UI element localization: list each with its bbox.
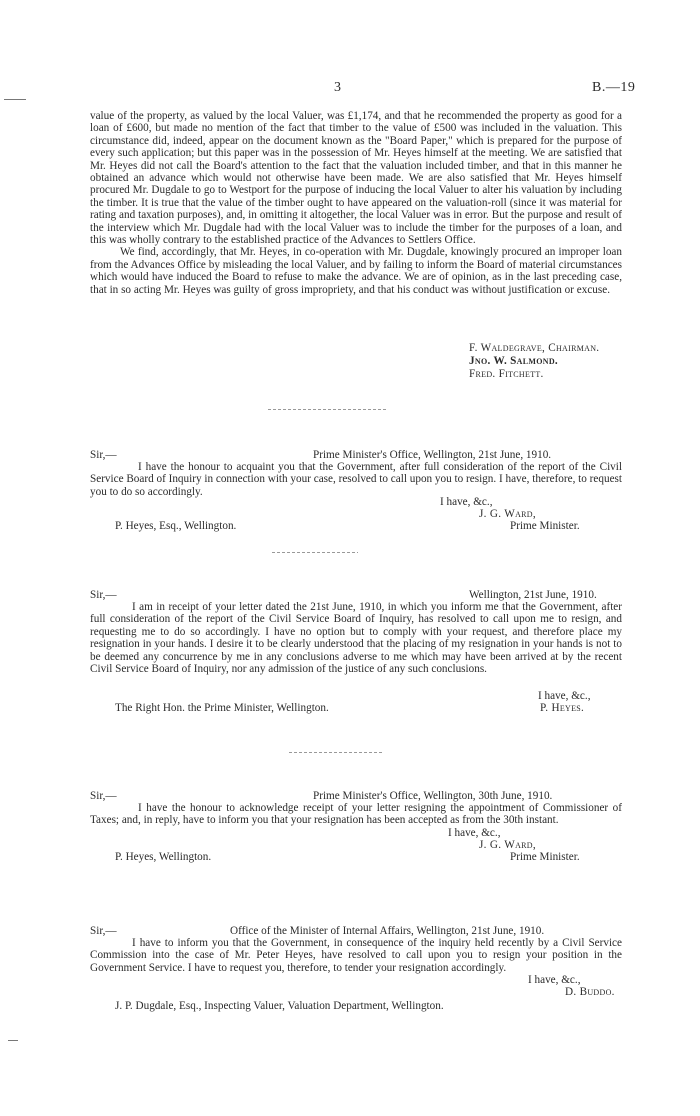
letter1-addressee: P. Heyes, Esq., Wellington. — [115, 520, 237, 532]
letter3-signer: J. G. Ward, — [479, 839, 536, 851]
letter3-addressee: P. Heyes, Wellington. — [115, 851, 212, 863]
report-text — [90, 110, 622, 296]
letter2-addressee: The Right Hon. the Prime Minister, Wellington. — [115, 702, 329, 714]
letter4-closing: I have, &c., — [528, 974, 581, 986]
separator — [272, 552, 358, 553]
letter2-body: I am in receipt of your letter dated the 21st June, 1910, in which you inform me that the Government, after full consideration of the report of the Civil Service Board of Inquiry, has resolved to call upon me to resign, and requesting me to do so accordingly. I have no option but to comply with your request, and therefore place my resignation in your hands. I desire it to be clearly understood that the placing of my resignation in your hands is not to be deemed any concurrence by me in any conclusions adverse to me which may have been arrived at by the recent Civil Service Board of Inquiry, nor any admission of the justice of any such conclusions. — [90, 601, 622, 676]
letter4-salutation: Sir,— — [90, 925, 117, 937]
letter4-signer: D. Buddo. — [565, 986, 615, 998]
page-number: 3 — [334, 80, 341, 95]
signature-chairman: F. Waldegrave, Chairman. — [469, 342, 600, 354]
document-reference: B.—19 — [592, 80, 636, 95]
letter1-salutation: Sir,— — [90, 449, 117, 461]
letter1-signer-title: Prime Minister. — [510, 520, 580, 532]
separator — [289, 752, 383, 753]
margin-mark — [8, 1040, 18, 1041]
letter4-body: I have to inform you that the Government, in consequence of the inquiry held recently by a Civil Service Commission into the case of Mr. Peter Heyes, have resolved to call upon you to resign your position in the Government Service. I have to request you, therefore, to tender your resignation accordingly. — [90, 937, 622, 974]
report-paragraph-2: We find, accordingly, that Mr. Heyes, in co-operation with Mr. Dugdale, knowingly procured an improper loan from the Advances Office by misleading the local Valuer, and by failing to inform the Board of material circumstances which would have induced the Board to refuse to make the advance. We are of opinion, as in the last preceding case, that in so acting Mr. Heyes was guilty of gross impropriety, and that his conduct was without justification or excuse. — [90, 246, 622, 296]
margin-mark — [4, 99, 26, 100]
letter3-place-date: Prime Minister's Office, Wellington, 30th June, 1910. — [313, 790, 553, 802]
letter2-closing: I have, &c., — [538, 690, 591, 702]
letter1-body: I have the honour to acquaint you that the Government, after full consideration of the report of the Civil Service Board of Inquiry in connection with your case, resolved to call upon you to resign. I have, therefore, to request you to do so accordingly. — [90, 461, 622, 498]
separator — [268, 409, 388, 410]
letter3-body: I have the honour to acknowledge receipt of your letter resigning the appointment of Commissioner of Taxes; and, in reply, have to inform you that your resignation has been accepted as from the 30th instant. — [90, 802, 622, 827]
letter3-signer-title: Prime Minister. — [510, 851, 580, 863]
letter1-signer: J. G. Ward, — [479, 508, 536, 520]
letter2-signer: P. Heyes. — [540, 702, 585, 714]
signature-salmond: Jno. W. Salmond. — [469, 355, 558, 367]
report-paragraph-1: value of the property, as valued by the local Valuer, was £1,174, and that he recommended the property as good for a loan of £600, but made no mention of the fact that timber to the value of £500 was included in the valuation. This circumstance did, indeed, appear on the document known as the "Board Paper," which is prepared for the purpose of every such application; but this paper was in the possession of Mr. Heyes himself at the meeting. We are satisfied that Mr. Heyes did not call the Board's attention to the fact that the valuation included timber, and that in this manner he obtained an advance which would not otherwise have been made. We are also satisfied that Mr. Heyes himself procured Mr. Dugdale to go to Westport for the purpose of inducing the local Valuer to alter his valuation by including the timber. It is true that the value of the timber ought to have appeared on the valuation-roll (since it was material for rating and taxation purposes), and, in omitting it altogether, the local Valuer was in error. But the purpose and result of the interview which Mr. Dugdale had with the local Valuer was to include the timber for the purposes of a loan, and this was wholly contrary to the established practice of the Advances to Settlers Office. — [90, 110, 622, 247]
letter2-place-date: Wellington, 21st June, 1910. — [469, 589, 597, 601]
letter4-place-date: Office of the Minister of Internal Affairs, Wellington, 21st June, 1910. — [230, 925, 545, 937]
letter1-place-date: Prime Minister's Office, Wellington, 21st June, 1910. — [313, 449, 552, 461]
letter3-closing: I have, &c., — [448, 827, 501, 839]
letter2-salutation: Sir,— — [90, 589, 117, 601]
letter4-addressee: J. P. Dugdale, Esq., Inspecting Valuer, Valuation Department, Wellington. — [115, 1000, 444, 1012]
letter3-salutation: Sir,— — [90, 790, 117, 802]
letter1-closing: I have, &c., — [440, 496, 493, 508]
signature-fitchett: Fred. Fitchett. — [469, 368, 544, 380]
